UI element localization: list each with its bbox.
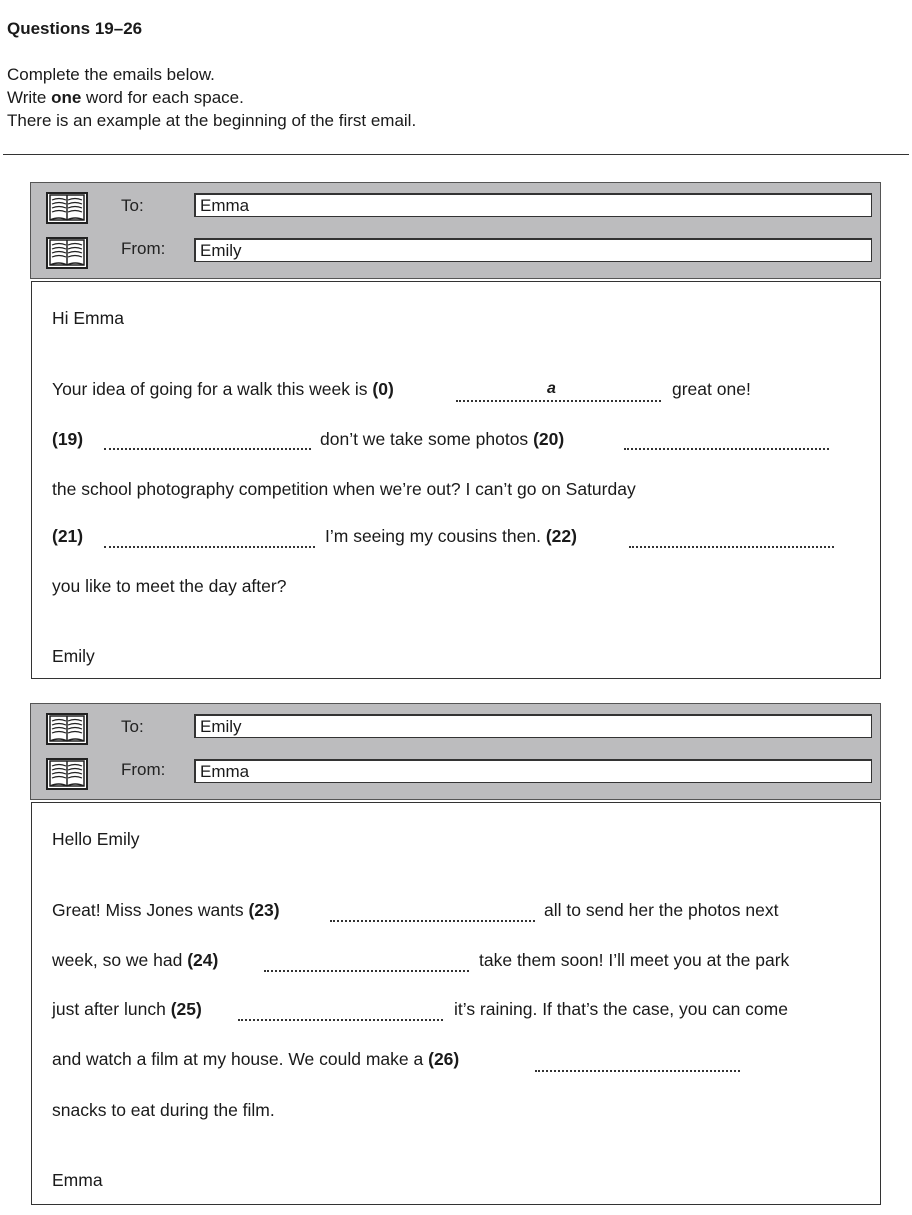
body-line: just after lunch (25) bbox=[52, 999, 202, 1019]
to-field[interactable]: Emily bbox=[194, 714, 872, 738]
greeting: Hello Emily bbox=[52, 829, 140, 849]
address-book-icon bbox=[46, 713, 88, 745]
address-book-icon bbox=[46, 237, 88, 269]
body-line: it’s raining. If that’s the case, you can come bbox=[454, 999, 788, 1019]
answer-blank-19[interactable] bbox=[104, 448, 311, 450]
answer-blank-0 bbox=[456, 400, 661, 402]
body-line: Great! Miss Jones wants (23) bbox=[52, 900, 280, 920]
signature: Emma bbox=[52, 1170, 103, 1190]
instruction-line-1: Complete the emails below. bbox=[7, 65, 215, 84]
body-line: week, so we had (24) bbox=[52, 950, 219, 970]
answer-blank-22[interactable] bbox=[629, 546, 834, 548]
to-label: To: bbox=[121, 196, 144, 215]
email-header bbox=[30, 703, 881, 800]
question-number: (21) bbox=[52, 526, 84, 546]
to-field[interactable]: Emma bbox=[194, 193, 872, 217]
address-book-icon bbox=[46, 192, 88, 224]
email-body bbox=[31, 281, 881, 679]
instruction-line-2: Write one word for each space. bbox=[7, 88, 244, 107]
answer-blank-25[interactable] bbox=[238, 1019, 443, 1021]
page-title: Questions 19–26 bbox=[7, 19, 143, 38]
from-row bbox=[31, 752, 882, 792]
from-label: From: bbox=[121, 760, 166, 779]
body-line: take them soon! I’ll meet you at the park bbox=[479, 950, 790, 970]
body-line: don’t we take some photos (20) bbox=[320, 429, 565, 449]
body-line: all to send her the photos next bbox=[544, 900, 779, 920]
from-label: From: bbox=[121, 239, 166, 258]
from-row bbox=[31, 231, 882, 271]
to-row bbox=[31, 186, 882, 226]
signature: Emily bbox=[52, 646, 95, 666]
answer-blank-21[interactable] bbox=[104, 546, 315, 548]
email-2 bbox=[30, 703, 881, 1205]
body-line: the school photography competition when we’re out? I can’t go on Saturday bbox=[52, 479, 636, 499]
email-body bbox=[31, 802, 881, 1205]
answer-blank-26[interactable] bbox=[535, 1070, 740, 1072]
body-line: I’m seeing my cousins then. (22) bbox=[325, 526, 577, 546]
body-line: snacks to eat during the film. bbox=[52, 1100, 275, 1120]
example-answer: a bbox=[547, 380, 556, 397]
body-line: great one! bbox=[672, 379, 751, 399]
greeting: Hi Emma bbox=[52, 308, 124, 328]
answer-blank-20[interactable] bbox=[624, 448, 829, 450]
body-line: and watch a film at my house. We could make a (26) bbox=[52, 1049, 460, 1069]
divider bbox=[3, 154, 909, 155]
to-row bbox=[31, 707, 882, 747]
answer-blank-24[interactable] bbox=[264, 970, 469, 972]
question-number: (19) bbox=[52, 429, 84, 449]
from-field[interactable]: Emma bbox=[194, 759, 872, 783]
body-line: you like to meet the day after? bbox=[52, 576, 287, 596]
instruction-line-3: There is an example at the beginning of the first email. bbox=[7, 111, 417, 130]
answer-blank-23[interactable] bbox=[330, 920, 535, 922]
from-field[interactable]: Emily bbox=[194, 238, 872, 262]
to-label: To: bbox=[121, 717, 144, 736]
email-header bbox=[30, 182, 881, 279]
address-book-icon bbox=[46, 758, 88, 790]
body-line: Your idea of going for a walk this week is (0) bbox=[52, 379, 394, 399]
email-1 bbox=[30, 182, 881, 679]
